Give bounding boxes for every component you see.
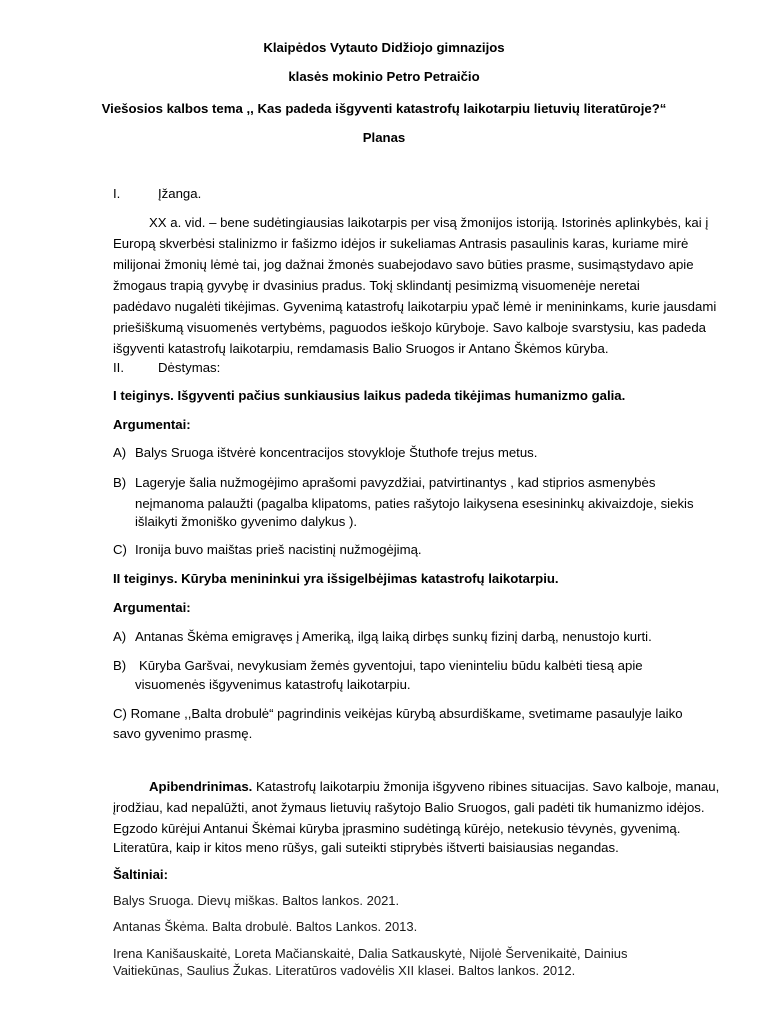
argument-line: išlaikyti žmoniško gyvenimo dalykus ).	[135, 514, 358, 529]
student-name: klasės mokinio Petro Petraičio	[288, 69, 480, 84]
section-heading-intro: Įžanga.	[158, 186, 202, 201]
list-marker: A)	[113, 629, 127, 644]
intro-line: priešiškumą visuomenės vertybėms, paguodos ieškojo kūryboje. Savo kalboje svarstysiu, kas padeda	[113, 320, 707, 335]
conclusion-line: įrodžiau, kad nepalūžti, anot žymaus lietuvių rašytojo Balio Sruogos, gali padėti tik humanizmo idėjos.	[113, 800, 705, 815]
argument-line: Antanas Škėma emigravęs į Ameriką, ilgą laiką dirbęs sunkų fizinį darbą, nenustojo kurti.	[135, 629, 652, 644]
thesis-1: I teiginys. Išgyventi pačius sunkiausius laikus padeda tikėjimas humanizmo galia.	[113, 388, 626, 403]
conclusion-label: Apibendrinimas.	[149, 779, 253, 794]
intro-line: milijonai žmonių lėmė tai, jog dažnai žmonės suabejodavo savo būties prasme, susimąstydavo apie	[113, 257, 694, 272]
section-numeral-intro: I.	[113, 186, 121, 201]
argument-line: Ironija buvo maištas prieš nacistinį nužmogėjimą.	[135, 542, 422, 557]
intro-line: XX a. vid. – bene sudėtingiausias laikotarpis per visą žmonijos istoriją. Istorinės aplinkybės, kai į	[149, 215, 709, 230]
argument-line: neįmanoma palaužti (pagalba klipatoms, paties rašytojo laikysena esesininkų akivaizdoje, siekis	[135, 496, 694, 511]
list-marker: A)	[113, 445, 127, 460]
sources-label: Šaltiniai:	[113, 867, 168, 882]
source-item: Antanas Škėma. Balta drobulė. Baltos Lankos. 2013.	[113, 919, 418, 934]
source-item: Vaitiekūnas, Saulius Žukas. Literatūros vadovėlis XII klasei. Baltos lankos. 2012.	[113, 963, 576, 978]
argument-line: visuomenės išgyvenimus katastrofų laikotarpiu.	[135, 677, 411, 692]
arguments-label-1: Argumentai:	[113, 417, 191, 432]
argument-line: C) Romane ,,Balta drobulė“ pagrindinis veikėjas kūrybą absurdiškame, svetimame pasaulyje laiko	[113, 706, 683, 721]
arguments-label-2: Argumentai:	[113, 600, 191, 615]
argument-line: Balys Sruoga ištvėrė koncentracijos stovykloje Štuthofe trejus metus.	[135, 445, 538, 460]
intro-line: išgyventi katastrofų laikotarpiu, remdamasis Balio Sruogos ir Antano Škėmos kūryba.	[113, 341, 609, 356]
list-marker: B)	[113, 475, 127, 490]
school-name: Klaipėdos Vytauto Didžiojo gimnazijos	[263, 40, 505, 55]
section-heading-body: Dėstymas:	[158, 360, 221, 375]
list-marker: C)	[113, 542, 127, 557]
conclusion-first-line	[149, 779, 719, 795]
conclusion-line: Egzodo kūrėjui Antanui Škėmai kūryba įprasmino sudėtingą kūrėjo, netekusio tėvynės, gyvenimą.	[113, 821, 681, 836]
source-item: Irena Kanišauskaitė, Loreta Mačianskaitė, Dalia Satkauskytė, Nijolė Šervenikaitė, Dainius	[113, 946, 628, 961]
argument-line: Lageryje šalia nužmogėjimo aprašomi pavyzdžiai, patvirtinantys , kad stiprios asmenybės	[135, 475, 656, 490]
source-item: Balys Sruoga. Dievų miškas. Baltos lankos. 2021.	[113, 893, 400, 908]
speech-topic: Viešosios kalbos tema ,, Kas padeda išgyventi katastrofų laikotarpiu lietuvių literatūroje?“	[101, 101, 667, 116]
conclusion-text: Katastrofų laikotarpiu žmonija išgyveno ribines situacijas. Savo kalboje, manau,	[252, 779, 720, 794]
thesis-2: II teiginys. Kūryba menininkui yra išsigelbėjimas katastrofų laikotarpiu.	[113, 571, 559, 586]
intro-line: padėdavo nugalėti tikėjimas. Gyvenimą katastrofų laikotarpiu ypač lėmė ir menininkams, kurie jausdami	[113, 299, 717, 314]
intro-line: Europą skverbėsi stalinizmo ir fašizmo idėjos ir sukeliamas Antrasis pasaulinis karas, kuriame mirė	[113, 236, 689, 251]
section-numeral-body: II.	[113, 360, 124, 375]
plan-title: Planas	[362, 130, 406, 145]
list-marker: B)	[113, 658, 127, 673]
argument-line: Kūryba Garšvai, nevykusiam žemės gyventojui, tapo vieninteliu būdu kalbėti tiesą apie	[139, 658, 643, 673]
conclusion-line: Literatūra, kaip ir kitos meno rūšys, gali suteikti stiprybės ištverti baisiausias negandas.	[113, 840, 619, 855]
intro-line: žmogaus trapią gyvybę ir dvasinius pradus. Tokį sklindantį pesimizmą visuomenėje neretai	[113, 278, 640, 293]
argument-line: savo gyvenimo prasmę.	[113, 726, 253, 741]
